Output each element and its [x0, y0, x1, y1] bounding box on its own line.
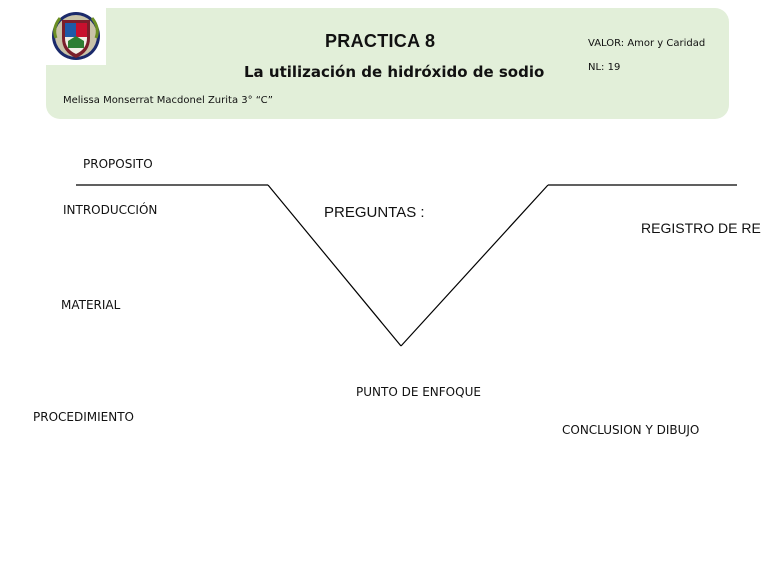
- proposito-label: PROPOSITO: [83, 157, 153, 171]
- page-subtitle: La utilización de hidróxido de sodio: [244, 63, 545, 81]
- introduccion-label: INTRODUCCIÓN: [63, 203, 158, 217]
- punto-enfoque-label: PUNTO DE ENFOQUE: [356, 385, 481, 399]
- page-title: PRACTICA 8: [325, 31, 436, 51]
- registro-label: REGISTRO DE RE: [641, 220, 761, 236]
- valor-label: VALOR: Amor y Caridad: [588, 38, 706, 49]
- material-label: MATERIAL: [61, 298, 121, 312]
- conclusion-label: CONCLUSION Y DIBUJO: [562, 423, 700, 437]
- procedimiento-label: PROCEDIMIENTO: [33, 410, 134, 424]
- author-label: Melissa Monserrat Macdonel Zurita 3° “C”: [63, 95, 273, 106]
- preguntas-label: PREGUNTAS :: [324, 204, 425, 221]
- list-number-label: NL: 19: [588, 62, 621, 73]
